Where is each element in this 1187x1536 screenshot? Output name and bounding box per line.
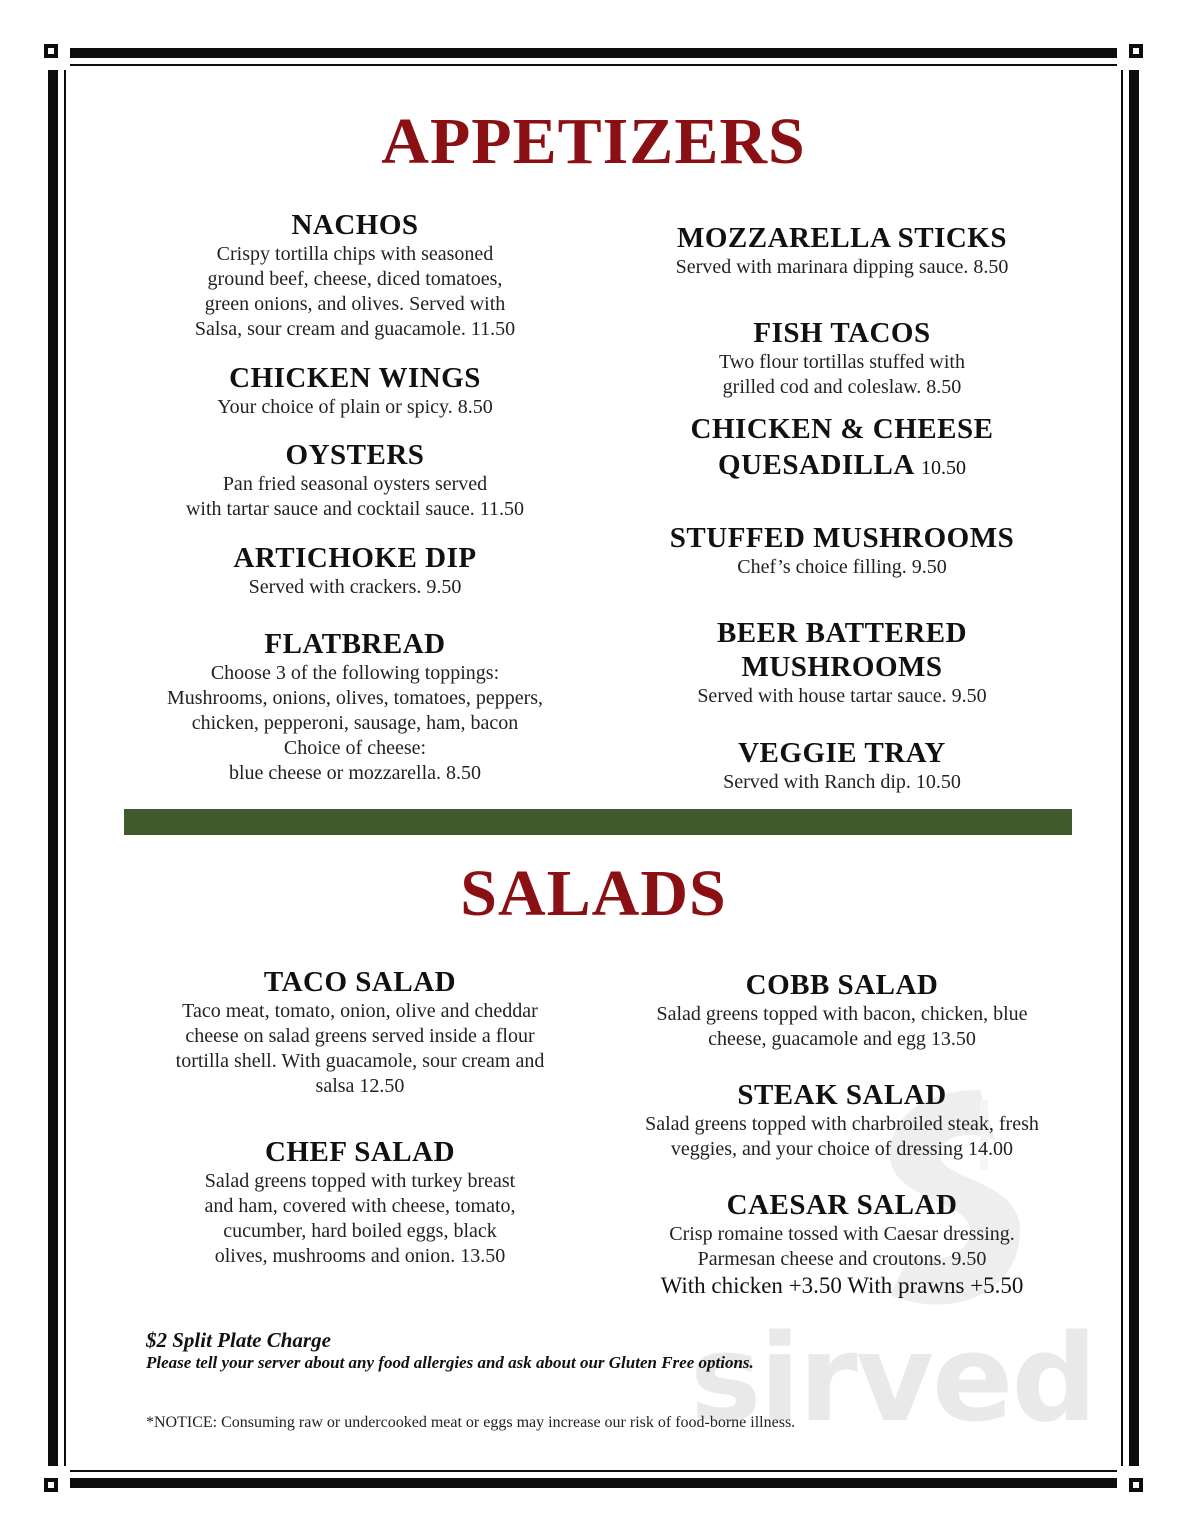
item-desc: veggies, and your choice of dressing 14.00 [670, 1138, 1014, 1160]
item-desc: olives, mushrooms and onion. 13.50 [214, 1245, 506, 1267]
item-name: FISH TACOS [753, 317, 931, 349]
item-name: ARTICHOKE DIP [233, 542, 477, 574]
item-desc: Pan fried seasonal oysters served [222, 473, 488, 495]
corner-ornament [1117, 1466, 1143, 1492]
raw-food-notice: *NOTICE: Consuming raw or undercooked meat or eggs may increase our risk of food-borne illness. [146, 1414, 796, 1431]
item-desc: Crisp romaine tossed with Caesar dressing. [669, 1223, 1015, 1245]
item-desc: cucumber, hard boiled eggs, black [223, 1220, 497, 1242]
item-desc: Salad greens topped with charbroiled steak, fresh [645, 1113, 1039, 1135]
item-desc: cheese on salad greens served inside a flour [185, 1025, 535, 1047]
item-name: CHICKEN WINGS [229, 362, 481, 394]
item-desc: Two flour tortillas stuffed with [719, 351, 965, 373]
menu-item-chef-salad [135, 1135, 585, 1269]
item-name: MOZZARELLA STICKS [676, 222, 1007, 254]
item-name: TACO SALAD [263, 966, 457, 998]
item-name-line: QUESADILLA [718, 449, 914, 481]
corner-ornament [44, 1466, 70, 1492]
item-desc: ground beef, cheese, diced tomatoes, [207, 268, 503, 290]
item-desc: grilled cod and coleslaw. 8.50 [722, 376, 962, 398]
menu-item-taco-salad [135, 965, 585, 1099]
item-name: STUFFED MUSHROOMS [669, 522, 1015, 554]
menu-item-cobb-salad [612, 968, 1072, 1052]
watermark: sirved [690, 1310, 1096, 1449]
menu-item-caesar-salad [612, 1188, 1072, 1300]
item-desc: blue cheese or mozzarella. 8.50 [228, 762, 482, 784]
allergy-note: Please tell your server about any food allergies and ask about our Gluten Free options. [146, 1353, 754, 1372]
item-name: CAESAR SALAD [726, 1189, 958, 1221]
item-name: BEER BATTERED [716, 617, 968, 649]
split-plate-note: $2 Split Plate Charge [146, 1328, 331, 1352]
salads-title: SALADS [460, 857, 727, 930]
item-desc: Salad greens topped with turkey breast [204, 1170, 516, 1192]
item-desc: Your choice of plain or spicy. 8.50 [217, 396, 493, 418]
salads-left-column [135, 0, 585, 1300]
item-addons: With chicken +3.50 With prawns +5.50 [660, 1273, 1024, 1298]
item-name: NACHOS [291, 209, 419, 241]
item-name: MUSHROOMS [741, 651, 943, 683]
item-desc: Served with Ranch dip. 10.50 [723, 771, 961, 793]
appetizers-title: APPETIZERS [381, 105, 806, 178]
item-desc: with tartar sauce and cocktail sauce. 11.50 [185, 498, 524, 520]
item-desc: Crispy tortilla chips with seasoned [216, 243, 494, 265]
menu-item-steak-salad [612, 1078, 1072, 1162]
item-price: 10.50 [920, 457, 966, 479]
item-desc: Served with crackers. 9.50 [248, 576, 462, 598]
item-desc: Served with marinara dipping sauce. 8.50 [675, 256, 1009, 278]
item-desc: Choice of cheese: [283, 737, 427, 759]
item-desc: Chef’s choice filling. 9.50 [737, 556, 947, 578]
item-name: COBB SALAD [745, 969, 939, 1001]
item-name: CHEF SALAD [264, 1136, 456, 1168]
item-desc: tortilla shell. With guacamole, sour cream and [175, 1050, 545, 1072]
item-desc: Taco meat, tomato, onion, olive and cheddar [182, 1000, 538, 1022]
item-desc: green onions, and olives. Served with [204, 293, 506, 315]
item-desc: Salsa, sour cream and guacamole. 11.50 [194, 318, 516, 340]
salads-right-column [612, 0, 1072, 1320]
item-desc: Choose 3 of the following toppings: [210, 662, 500, 684]
item-desc: Served with house tartar sauce. 9.50 [697, 685, 987, 707]
item-desc: salsa 12.50 [315, 1075, 405, 1097]
item-name: OYSTERS [285, 439, 425, 471]
item-desc: chicken, pepperoni, sausage, ham, bacon [191, 712, 519, 734]
item-desc: and ham, covered with cheese, tomato, [204, 1195, 516, 1217]
item-desc: Parmesan cheese and croutons. 9.50 [697, 1248, 987, 1270]
item-desc: Mushrooms, onions, olives, tomatoes, peppers, [166, 687, 544, 709]
item-desc: cheese, guacamole and egg 13.50 [708, 1028, 976, 1050]
corner-ornament [1117, 44, 1143, 70]
item-name: STEAK SALAD [737, 1079, 947, 1111]
corner-ornament [44, 44, 70, 70]
item-name: FLATBREAD [264, 628, 446, 660]
item-name: CHICKEN & CHEESE [690, 413, 994, 445]
item-name: VEGGIE TRAY [738, 737, 946, 769]
item-desc: Salad greens topped with bacon, chicken, blue [656, 1003, 1028, 1025]
